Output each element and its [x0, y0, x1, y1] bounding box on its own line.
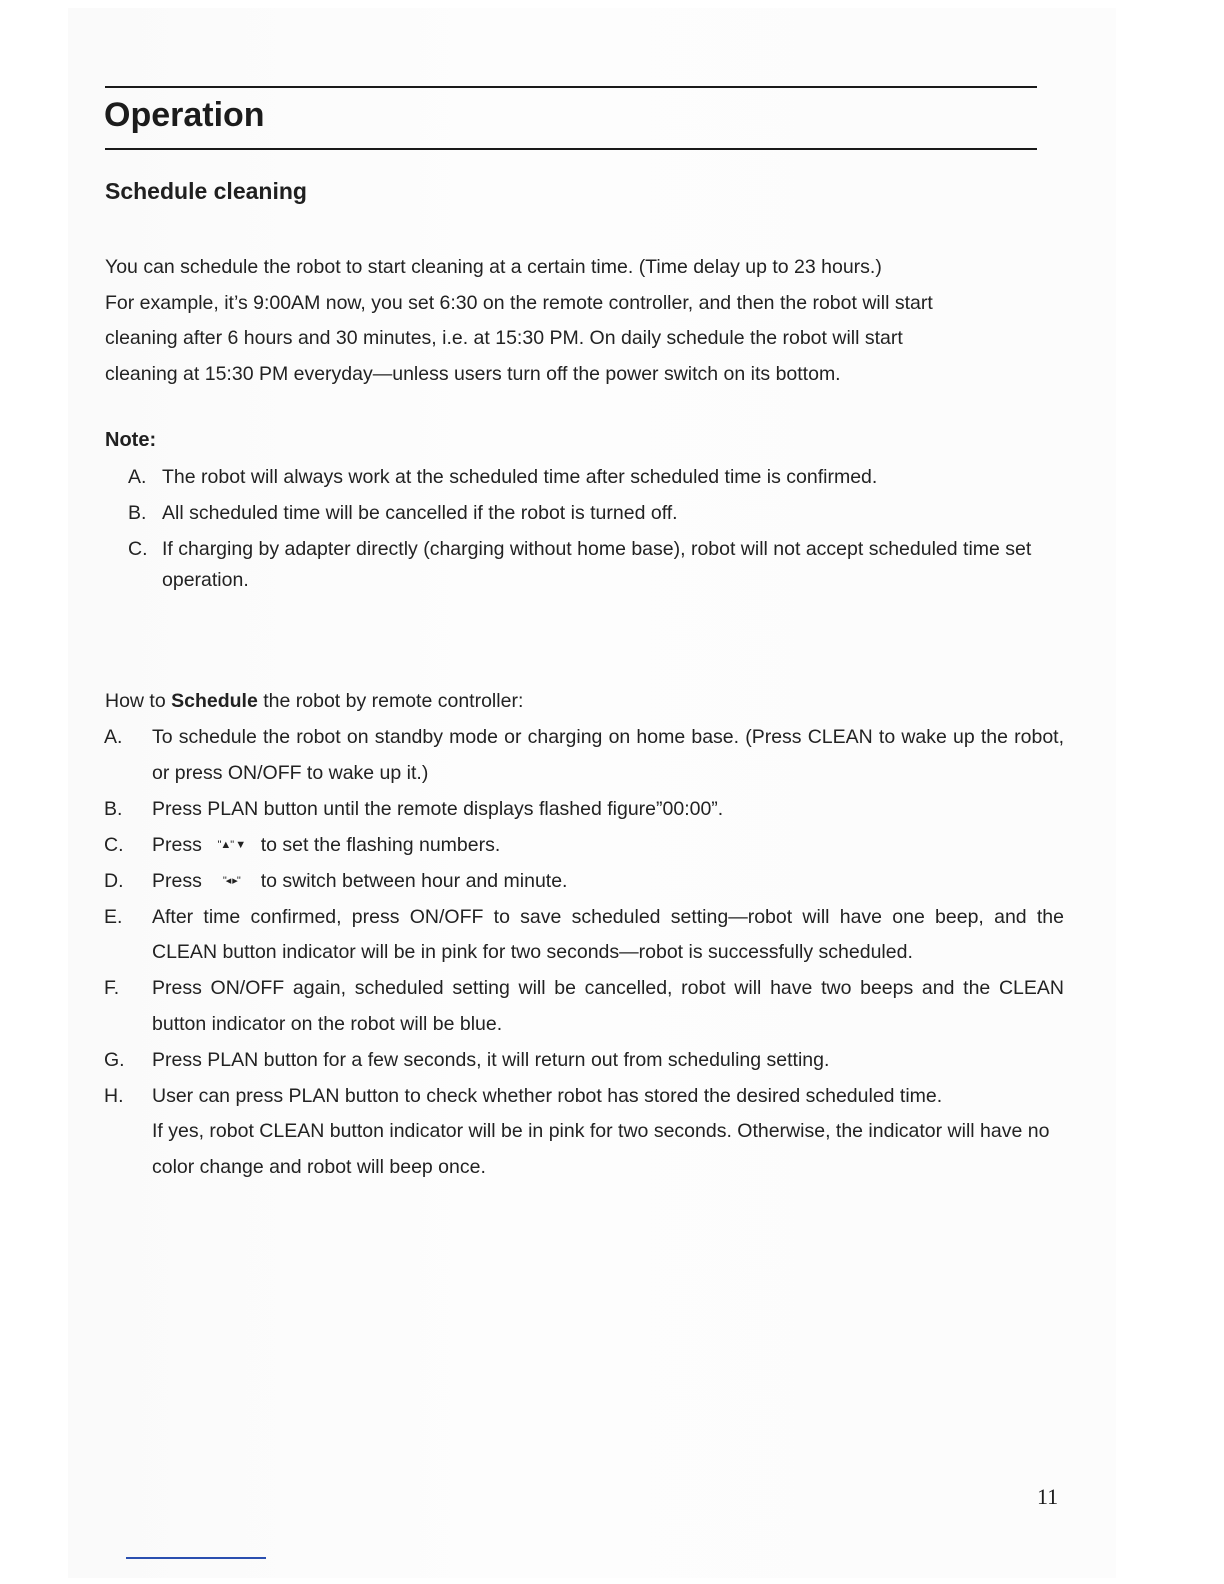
step-text — [152, 1079, 1064, 1186]
step-item — [104, 1043, 1064, 1079]
note-item-text: If charging by adapter directly (charging without home base), robot will not accept scheduled time set operation. — [162, 538, 1032, 591]
howto-suffix: the robot by remote controller: — [257, 690, 524, 712]
step-letter: C. — [104, 833, 124, 856]
step-letter: F. — [104, 977, 120, 999]
left-right-arrow-icon: "◂ ▸" — [222, 874, 240, 887]
note-list — [128, 462, 1063, 601]
step-letter: A. — [104, 726, 123, 748]
step-text-line: If yes, robot CLEAN button indicator will be in pink for two seconds. Otherwise, the indicator will have no color change and robot will beep once. — [152, 1120, 1050, 1178]
step-text — [152, 864, 1064, 900]
section-title: Schedule cleaning — [105, 178, 307, 204]
note-item — [128, 498, 1063, 529]
note-item-letter: A. — [128, 466, 147, 488]
note-heading: Note: — [105, 429, 157, 451]
page-title: Operation — [104, 96, 265, 134]
step-text: Press PLAN button until the remote displays flashed figure”00:00”. — [152, 797, 724, 820]
step-item — [104, 792, 1064, 828]
step-text-post: to switch between hour and minute. — [260, 869, 568, 892]
howto-prefix: How to — [105, 690, 172, 712]
step-item — [104, 900, 1064, 971]
step-letter: B. — [104, 797, 123, 820]
note-item-letter: C. — [128, 538, 148, 560]
note-item-letter: B. — [128, 502, 147, 524]
up-down-arrow-icon: "▲" ▼ — [217, 838, 246, 851]
step-text-pre: Press — [152, 833, 202, 856]
step-item — [104, 828, 1064, 864]
header-rule-bottom — [105, 148, 1037, 150]
step-text-line: User can press PLAN button to check whether robot has stored the desired scheduled time. — [152, 1084, 943, 1107]
note-item-text: All scheduled time will be cancelled if the robot is turned off. — [162, 502, 678, 524]
note-item-text: The robot will always work at the scheduled time after scheduled time is confirmed. — [162, 466, 878, 488]
intro-line: You can schedule the robot to start cleaning at a certain time. (Time delay up to 23 hours.) — [105, 256, 882, 278]
step-letter: D. — [104, 869, 124, 892]
step-item — [104, 1079, 1064, 1186]
step-item — [104, 720, 1064, 791]
intro-paragraph — [105, 250, 1065, 392]
step-text: After time confirmed, press ON/OFF to save scheduled setting—robot will have one beep, and the CLEAN button indicator will be in pink for two seconds—robot is successfully scheduled. — [152, 905, 1064, 963]
step-text: Press ON/OFF again, scheduled setting will be cancelled, robot will have two beeps and the CLEAN button indicator on the robot will be blue. — [152, 977, 1064, 1035]
step-letter: E. — [104, 905, 123, 928]
step-text: Press PLAN button for a few seconds, it will return out from scheduling setting. — [152, 1048, 830, 1071]
header-rule-top — [105, 86, 1037, 88]
note-item — [128, 462, 1063, 493]
step-text: To schedule the robot on standby mode or charging on home base. (Press CLEAN to wake up the robot, or press ON/OFF to wake up it.) — [152, 726, 1064, 784]
step-letter: H. — [104, 1084, 124, 1107]
footer-rule — [126, 1557, 266, 1559]
step-letter: G. — [104, 1048, 125, 1071]
intro-line: cleaning after 6 hours and 30 minutes, i.e. at 15:30 PM. On daily schedule the robot will start — [105, 327, 903, 349]
step-text-pre: Press — [152, 869, 202, 892]
step-item — [104, 864, 1064, 900]
step-item — [104, 971, 1064, 1042]
step-text-post: to set the flashing numbers. — [260, 833, 501, 856]
howto-bold: Schedule — [171, 690, 258, 712]
note-item — [128, 534, 1063, 596]
intro-line: cleaning at 15:30 PM everyday—unless users turn off the power switch on its bottom. — [105, 362, 841, 385]
step-list — [104, 720, 1064, 1186]
page-number: 11 — [1037, 1484, 1059, 1509]
intro-line: For example, it’s 9:00AM now, you set 6:30 on the remote controller, and then the robot will start — [105, 291, 933, 314]
howto-heading — [105, 686, 523, 716]
step-text — [152, 828, 1064, 864]
